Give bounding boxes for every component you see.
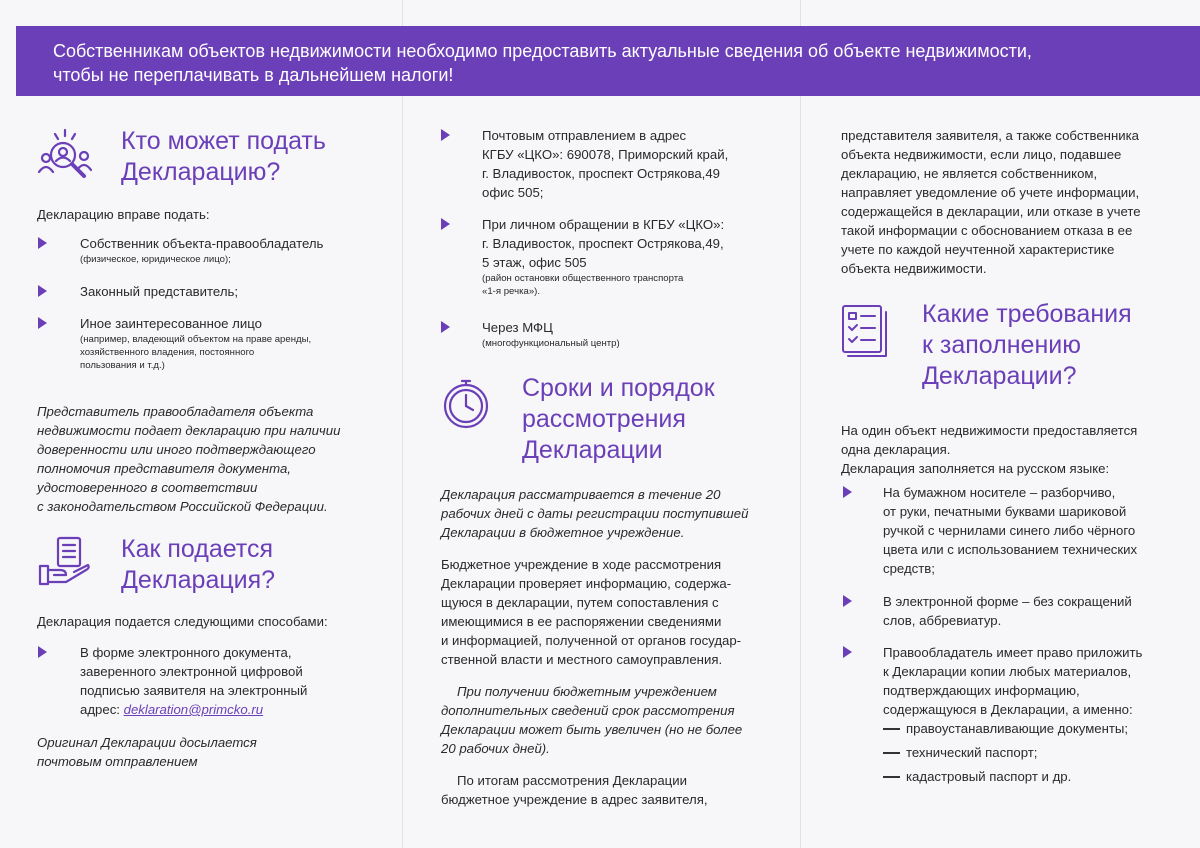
- text-line: направляет уведомление об учете информации,: [841, 185, 1140, 200]
- fold-line: [402, 0, 403, 848]
- list-item: [38, 282, 368, 301]
- text-line: объекта недвижимости.: [841, 261, 987, 276]
- text-line: ручкой с чернилами синего либо чёрного: [883, 523, 1136, 538]
- text-line: с законодательством Российской Федерации.: [37, 499, 328, 514]
- text-line: Представитель правообладателя объекта: [37, 404, 314, 419]
- text-line: подписью заявителя на электронный: [80, 683, 308, 698]
- text-line: содержащейся в декларации, или отказе в учете: [841, 204, 1141, 219]
- list-item-note: (например, владеющий объектом на праве аренды,: [80, 334, 312, 345]
- text-line: и информацией, полученной от органов государ-: [441, 633, 742, 648]
- checklist-icon: [840, 303, 890, 359]
- result-paragraph: [441, 771, 708, 809]
- text-line: Оригинал Декларации досылается: [37, 735, 257, 750]
- text-line: одна декларация.: [841, 442, 951, 457]
- list-item: [441, 318, 771, 350]
- text-line: 5 этаж, офис 505: [482, 255, 587, 270]
- original-note: [37, 733, 257, 771]
- text-line: Правообладатель имеет право приложить: [883, 645, 1143, 660]
- section-title-terms: [522, 373, 715, 466]
- list-item-text: Иное заинтересованное лицо: [80, 316, 262, 331]
- text-line: полномочия представителя документа,: [37, 461, 291, 476]
- text-line: кадастровый паспорт и др.: [906, 769, 1072, 784]
- text-line: правоустанавливающие документы;: [906, 721, 1129, 736]
- bullet-triangle-icon: [441, 321, 450, 333]
- list-item: [38, 643, 368, 719]
- address-label: адрес:: [80, 702, 124, 717]
- text-line: Декларации проверяет информацию, содержа-: [441, 576, 732, 591]
- text-line: ственной власти и местного самоуправления.: [441, 652, 723, 667]
- text-line: Декларации в бюджетное учреждение.: [441, 525, 685, 540]
- text-line: Декларация заполняется на русском языке:: [841, 461, 1110, 476]
- title-line: Декларация?: [121, 566, 276, 594]
- title-line: Декларации?: [922, 362, 1077, 390]
- list-item: [441, 215, 771, 298]
- bullet-triangle-icon: [843, 595, 852, 607]
- how-intro: Декларация подается следующими способами:: [37, 614, 328, 629]
- title-line: Декларацию?: [121, 158, 281, 186]
- title-line: Как подается: [121, 535, 274, 563]
- title-line: Кто может подать: [121, 127, 326, 155]
- bullet-triangle-icon: [843, 486, 852, 498]
- text-line: удостоверенного в соответствии: [37, 480, 258, 495]
- text-line: средств;: [883, 561, 935, 576]
- text-line: доверенности или иного подтверждающего: [37, 442, 316, 457]
- representative-note: [37, 402, 340, 516]
- banner-line: Собственникам объектов недвижимости необходимо предоставить актуальные сведения об объекте недвижимости,: [53, 41, 1032, 61]
- section-title-how: [121, 534, 275, 596]
- text-line: декларацию, не является собственником,: [841, 166, 1098, 181]
- bullet-triangle-icon: [441, 129, 450, 141]
- bullet-triangle-icon: [38, 317, 47, 329]
- text-line: 20 рабочих дней).: [441, 741, 550, 756]
- text-line: В электронной форме – без сокращений: [883, 594, 1132, 609]
- fold-line: [800, 0, 801, 848]
- list-item-note: хозяйственного владения, постоянного: [80, 347, 255, 358]
- text-line: недвижимости подает декларацию при наличии: [37, 423, 341, 438]
- text-line: дополнительных сведений срок рассмотрения: [441, 703, 735, 718]
- text-line: При личном обращении в КГБУ «ЦКО»:: [482, 217, 725, 232]
- bullet-triangle-icon: [441, 218, 450, 230]
- text-line: По итогам рассмотрения Декларации: [457, 773, 687, 788]
- title-line: рассмотрения: [522, 405, 686, 433]
- text-line: щуюся в декларации, путем сопоставления с: [441, 595, 719, 610]
- text-line: объекта недвижимости, если лицо, подавшее: [841, 147, 1122, 162]
- text-line: бюджетное учреждение в адрес заявителя,: [441, 792, 708, 807]
- list-item-note: «1-я речка»).: [482, 286, 541, 297]
- text-line: к Декларации копии любых материалов,: [883, 664, 1132, 679]
- list-item: [38, 314, 368, 372]
- text-line: слов, аббревиатур.: [883, 613, 1002, 628]
- text-line: КГБУ «ЦКО»: 690078, Приморский край,: [482, 147, 729, 162]
- list-item-text: Законный представитель;: [80, 284, 239, 299]
- banner-line: чтобы не переплачивать в дальнейшем налоги!: [53, 65, 454, 85]
- continuation-paragraph: [841, 126, 1141, 278]
- list-item: [843, 483, 1183, 578]
- text-line: от руки, печатными буквами шариковой: [883, 504, 1127, 519]
- bullet-triangle-icon: [38, 237, 47, 249]
- review-paragraph: [441, 555, 741, 669]
- email-link[interactable]: deklaration@primcko.ru: [123, 702, 264, 717]
- section-title-who: [121, 126, 326, 188]
- text-line: [80, 700, 368, 719]
- list-item-note: (район остановки общественного транспорта: [482, 273, 684, 284]
- clock-icon: [440, 378, 492, 430]
- requirements-intro: [841, 421, 1137, 478]
- header-banner: [16, 26, 1200, 96]
- text-line: технический паспорт;: [906, 745, 1038, 760]
- bullet-triangle-icon: [38, 646, 47, 658]
- text-line: Декларация рассматривается в течение 20: [441, 487, 721, 502]
- text-line: учете по каждой неучтенной характеристике: [841, 242, 1115, 257]
- text-line: На бумажном носителе – разборчиво,: [883, 485, 1116, 500]
- text-line: почтовым отправлением: [37, 754, 198, 769]
- text-line: Бюджетное учреждение в ходе рассмотрения: [441, 557, 722, 572]
- text-line: содержащуюся в Декларации, а именно:: [883, 702, 1133, 717]
- extension-paragraph: [441, 682, 742, 758]
- text-line: Почтовым отправлением в адрес: [482, 128, 687, 143]
- text-line: г. Владивосток, проспект Острякова,49: [482, 166, 721, 181]
- text-line: Декларации может быть увеличен (но не более: [441, 722, 743, 737]
- title-line: к заполнению: [922, 331, 1081, 359]
- list-item-note: пользования и т.д.): [80, 360, 165, 371]
- list-item-text: Собственник объекта-правообладатель: [80, 236, 324, 251]
- text-line: имеющимися в ее распоряжении сведениями: [441, 614, 722, 629]
- list-item-note: (физическое, юридическое лицо);: [80, 254, 231, 265]
- list-item: [843, 643, 1183, 719]
- who-intro: Декларацию вправе подать:: [37, 207, 210, 222]
- title-line: Какие требования: [922, 300, 1132, 328]
- dash-list-item: [883, 743, 1037, 762]
- list-item: [38, 234, 368, 266]
- text-line: На один объект недвижимости предоставляется: [841, 423, 1138, 438]
- dash-list-item: [883, 719, 1128, 738]
- hand-document-icon: [36, 534, 94, 592]
- dash-icon: [883, 776, 900, 778]
- list-item-note: (многофункциональный центр): [482, 338, 620, 349]
- text-line: заверенного электронной цифровой: [80, 664, 303, 679]
- text-line: рабочих дней с даты регистрации поступившей: [441, 506, 749, 521]
- text-line: г. Владивосток, проспект Острякова,49,: [482, 236, 724, 251]
- dash-icon: [883, 752, 900, 754]
- text-line: В форме электронного документа,: [80, 645, 292, 660]
- bullet-triangle-icon: [38, 285, 47, 297]
- dash-list-item: [883, 767, 1071, 786]
- text-line: цвета или с использованием технических: [883, 542, 1138, 557]
- title-line: Сроки и порядок: [522, 374, 715, 402]
- title-line: Декларации: [522, 436, 663, 464]
- list-item: [843, 592, 1183, 630]
- bullet-triangle-icon: [843, 646, 852, 658]
- text-line: При получении бюджетным учреждением: [457, 684, 717, 699]
- person-search-icon: [36, 128, 94, 186]
- text-line: офис 505;: [482, 185, 544, 200]
- section-title-requirements: [922, 299, 1132, 392]
- terms-paragraph: [441, 485, 748, 542]
- dash-icon: [883, 728, 900, 730]
- text-line: такой информации с обоснованием отказа в ее: [841, 223, 1133, 238]
- text-line: подтверждающих информацию,: [883, 683, 1080, 698]
- text-line: Через МФЦ: [482, 320, 553, 335]
- text-line: представителя заявителя, а также собственника: [841, 128, 1139, 143]
- list-item: [441, 126, 771, 202]
